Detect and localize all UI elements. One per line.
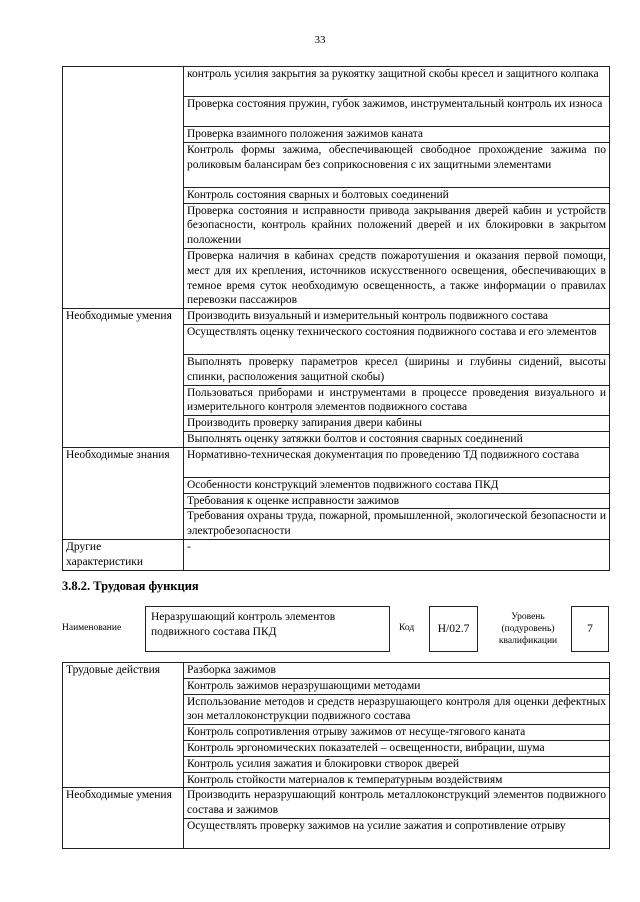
table-cell: Особенности конструкций элементов подвижного состава ПКД [184,477,610,493]
table-cell: Контроль состояния сварных и болтовых соединений [184,187,610,203]
table-cell: Проверка взаимного положения зажимов каната [184,127,610,143]
requirements-table [62,66,610,571]
table-cell: Контроль эргономических показателей – освещенности, вибрации, шума [184,740,610,756]
table-cell: Пользоваться приборами и инструментами в процессе проведения визуального и измерительного контроля элементов подвижного состава [184,385,610,416]
table-cell: Выполнять проверку параметров кресел (ширины и глубины сидений, высоты спинки, расположения защитной скобы) [184,354,610,385]
code-label: Код [399,623,415,633]
table-cell: - [184,539,610,570]
function-info-row [62,606,610,652]
table-cell: Производить проверку запирания двери кабины [184,416,610,432]
table-cell: Проверка наличия в кабинах средств пожаротушения и оказания первой помощи, мест для их крепления, источников искусственного освещения, обеспечивающих в темное время суток необходимую освещенность, а также информации о правилах перевозки пассажиров [184,248,610,308]
table-cell: Осуществлять проверку зажимов на усилие зажатия и сопротивление отрыву [184,818,610,848]
level-label: Уровень (подуровень) квалификации [498,612,558,646]
table-cell: Требования к оценке исправности зажимов [184,493,610,509]
table-cell: Проверка состояния пружин, губок зажимов, инструментальный контроль их износа [184,97,610,127]
name-value: Неразрушающий контроль элементов подвижного состава ПКД [145,606,390,652]
table-cell: Контроль формы зажима, обеспечивающей свободное прохождение зажима по роликовым балансирам без соприкосновения с их защитными элементами [184,142,610,187]
table-cell: Производить визуальный и измерительный контроль подвижного состава [184,309,610,325]
table-cell: Выполнять оценку затяжки болтов и состояния сварных соединений [184,431,610,447]
table-cell: контроль усилия закрытия за рукоятку защитной скобы кресел и защитного колпака [184,67,610,97]
table-cell: Требования охраны труда, пожарной, промышленной, экологической безопасности и электробезопасности [184,509,610,540]
level-value: 7 [571,606,609,652]
table-cell: Контроль усилия зажатия и блокировки створок дверей [184,756,610,772]
row-header-continued [63,67,184,309]
name-label: Наименование [62,623,122,633]
row-header-knowledge: Необходимые знания [63,447,184,539]
function-table [62,662,610,849]
table-cell: Производить неразрушающий контроль металлоконструкций элементов подвижного состава и зажимов [184,788,610,819]
page-number: 33 [314,34,326,46]
table-cell: Использование методов и средств неразрушающего контроля для оценки дефектных зон металлоконструкции подвижного состава [184,694,610,725]
table-cell: Нормативно-техническая документация по проведению ТД подвижного состава [184,447,610,477]
code-value: Н/02.7 [429,606,478,652]
row-header-actions: Трудовые действия [63,663,184,788]
table-cell: Контроль сопротивления отрыву зажимов от несуще-тягового каната [184,725,610,741]
row-header-other: Другие характеристики [63,539,184,570]
row-header-skills-2: Необходимые умения [63,788,184,849]
table-cell: Осуществлять оценку технического состояния подвижного состава и его элементов [184,324,610,354]
row-header-skills: Необходимые умения [63,309,184,448]
table-cell: Проверка состояния и исправности привода закрывания дверей кабин и устройств безопасности, контроль крайних положений дверей и их блокировки в закрытом положении [184,203,610,248]
section-heading: 3.8.2. Трудовая функция [62,579,199,593]
table-cell: Контроль стойкости материалов к температурным воздействиям [184,772,610,788]
table-cell: Разборка зажимов [184,663,610,679]
table-cell: Контроль зажимов неразрушающими методами [184,678,610,694]
